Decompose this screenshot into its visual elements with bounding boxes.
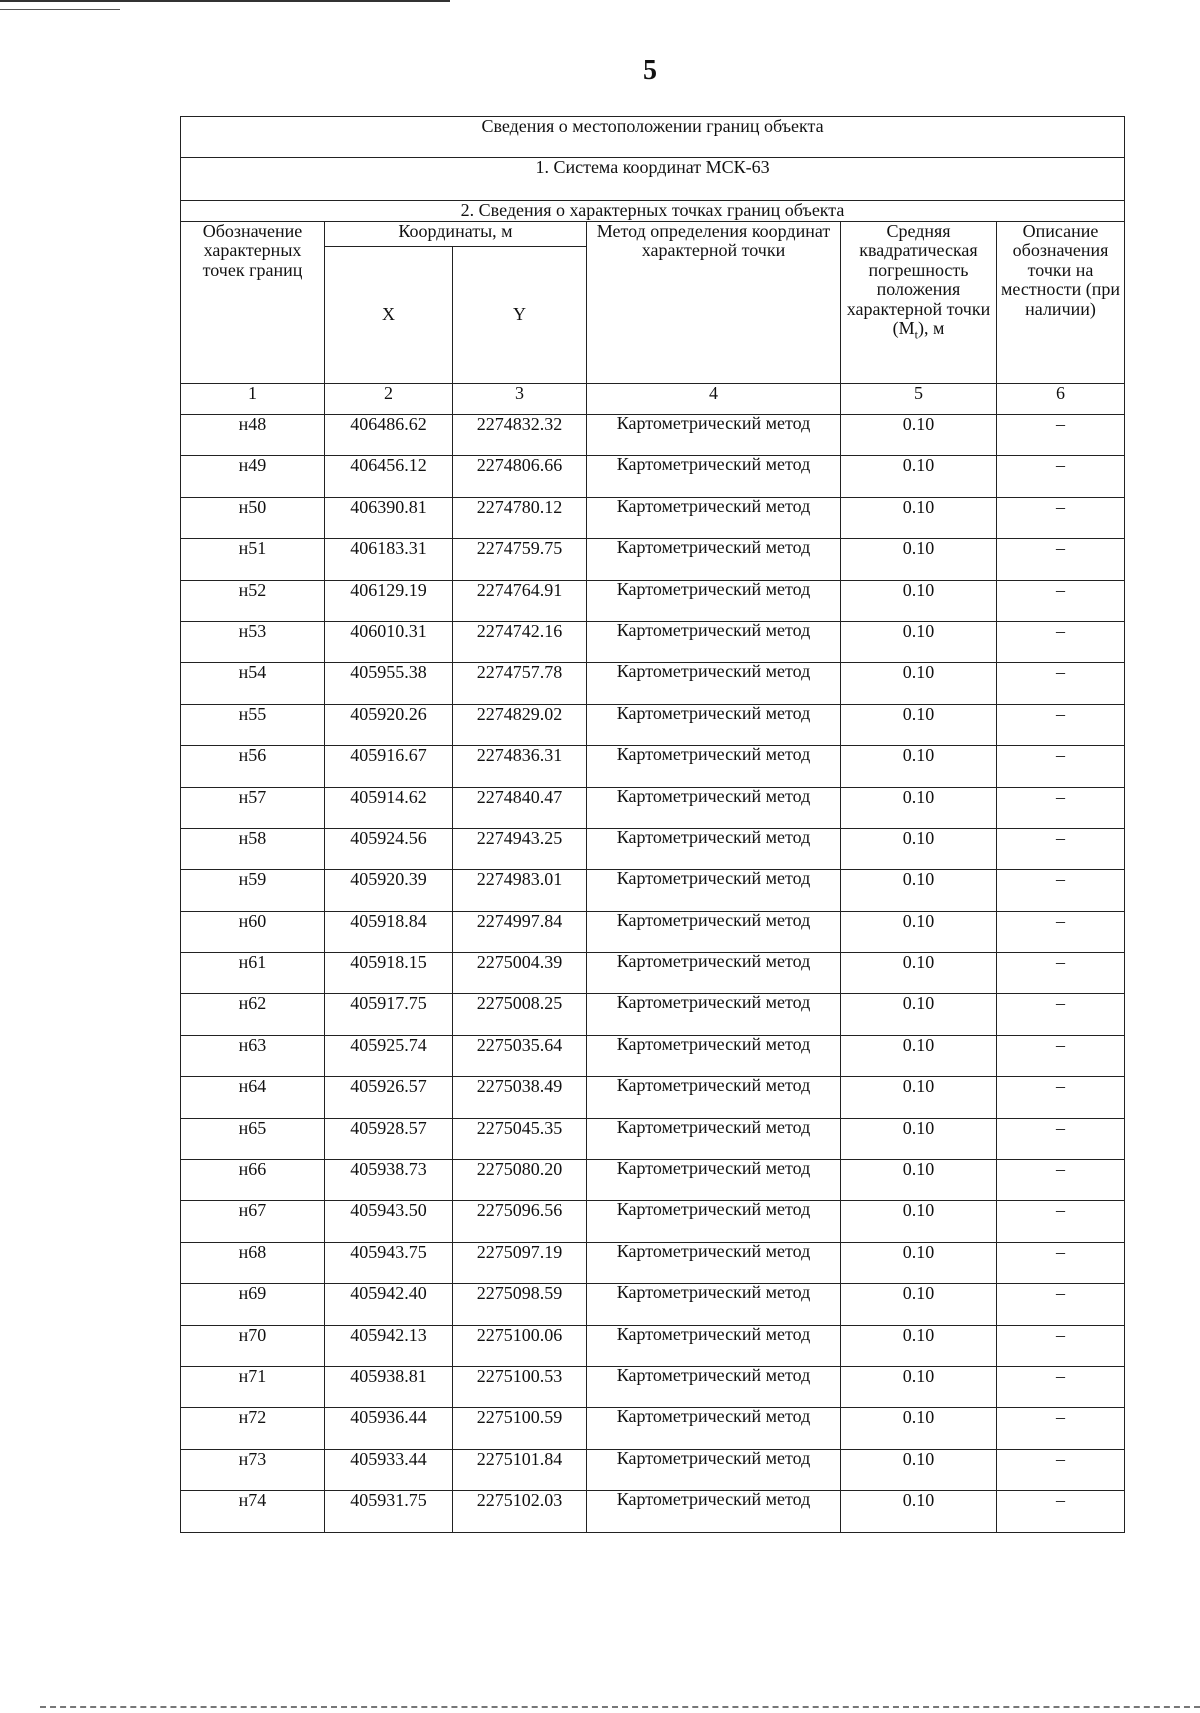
point-id: н66: [181, 1160, 325, 1201]
mean-error: 0.10: [841, 787, 997, 828]
coord-x: 405936.44: [325, 1408, 453, 1449]
column-number: 2: [325, 384, 453, 415]
method: Картометрический метод: [587, 621, 841, 662]
coord-y: 2274759.75: [453, 539, 587, 580]
header-x: X: [325, 247, 453, 384]
coord-y: 2275100.06: [453, 1325, 587, 1366]
table-row: [181, 497, 1125, 538]
method: Картометрический метод: [587, 456, 841, 497]
method: Картометрический метод: [587, 746, 841, 787]
point-description: –: [997, 1077, 1125, 1118]
method: Картометрический метод: [587, 870, 841, 911]
point-id: н51: [181, 539, 325, 580]
mean-error: 0.10: [841, 828, 997, 869]
point-description: –: [997, 828, 1125, 869]
point-id: н74: [181, 1491, 325, 1532]
point-description: –: [997, 1491, 1125, 1532]
mean-error: 0.10: [841, 1118, 997, 1159]
table-row: [181, 1408, 1125, 1449]
coord-y: 2274829.02: [453, 704, 587, 745]
point-description: –: [997, 746, 1125, 787]
coord-x: 406129.19: [325, 580, 453, 621]
column-number: 5: [841, 384, 997, 415]
table-title-row: [181, 117, 1125, 158]
coord-x: 405920.39: [325, 870, 453, 911]
column-number: 6: [997, 384, 1125, 415]
point-id: н63: [181, 1035, 325, 1076]
table-row: [181, 539, 1125, 580]
method: Картометрический метод: [587, 1242, 841, 1283]
table-row: [181, 953, 1125, 994]
point-id: н72: [181, 1408, 325, 1449]
mean-error: 0.10: [841, 953, 997, 994]
point-id: н59: [181, 870, 325, 911]
point-id: н61: [181, 953, 325, 994]
coord-x: 405924.56: [325, 828, 453, 869]
column-number: 3: [453, 384, 587, 415]
table-row: [181, 1201, 1125, 1242]
table-row: [181, 1449, 1125, 1490]
coord-y: 2275004.39: [453, 953, 587, 994]
table-body: [181, 415, 1125, 1533]
point-id: н64: [181, 1077, 325, 1118]
method: Картометрический метод: [587, 415, 841, 456]
point-id: н48: [181, 415, 325, 456]
point-id: н53: [181, 621, 325, 662]
table-row: [181, 1160, 1125, 1201]
coord-x: 405926.57: [325, 1077, 453, 1118]
coord-x: 406010.31: [325, 621, 453, 662]
coord-y: 2274764.91: [453, 580, 587, 621]
point-id: н73: [181, 1449, 325, 1490]
mean-error: 0.10: [841, 1408, 997, 1449]
coord-y: 2274780.12: [453, 497, 587, 538]
coord-y: 2274742.16: [453, 621, 587, 662]
mean-error: 0.10: [841, 911, 997, 952]
point-description: –: [997, 663, 1125, 704]
method: Картометрический метод: [587, 580, 841, 621]
coord-x: 405917.75: [325, 994, 453, 1035]
mean-error: 0.10: [841, 994, 997, 1035]
coord-x: 405955.38: [325, 663, 453, 704]
point-description: –: [997, 1284, 1125, 1325]
table-row: [181, 704, 1125, 745]
point-id: н58: [181, 828, 325, 869]
point-id: н67: [181, 1201, 325, 1242]
coord-y: 2275101.84: [453, 1449, 587, 1490]
method: Картометрический метод: [587, 1449, 841, 1490]
table-row: [181, 994, 1125, 1035]
mean-error: 0.10: [841, 415, 997, 456]
point-id: н54: [181, 663, 325, 704]
coord-x: 405942.13: [325, 1325, 453, 1366]
mean-error: 0.10: [841, 1325, 997, 1366]
mean-error: 0.10: [841, 1201, 997, 1242]
point-description: –: [997, 1242, 1125, 1283]
point-description: –: [997, 621, 1125, 662]
section-subtitle-row: [181, 201, 1125, 222]
coord-y: 2274806.66: [453, 456, 587, 497]
coord-y: 2275038.49: [453, 1077, 587, 1118]
mean-error: 0.10: [841, 1160, 997, 1201]
method: Картометрический метод: [587, 1366, 841, 1407]
point-description: –: [997, 1408, 1125, 1449]
point-id: н65: [181, 1118, 325, 1159]
mean-error: 0.10: [841, 1491, 997, 1532]
coord-y: 2275100.59: [453, 1408, 587, 1449]
table-row: [181, 1077, 1125, 1118]
header-method: Метод определения координат характерной точки: [587, 222, 841, 384]
method: Картометрический метод: [587, 994, 841, 1035]
point-id: н57: [181, 787, 325, 828]
table-row: [181, 746, 1125, 787]
coord-x: 406390.81: [325, 497, 453, 538]
mean-error: 0.10: [841, 1035, 997, 1076]
method: Картометрический метод: [587, 787, 841, 828]
point-description: –: [997, 1449, 1125, 1490]
method: Картометрический метод: [587, 1118, 841, 1159]
table-row: [181, 1035, 1125, 1076]
table-row: [181, 415, 1125, 456]
point-id: н71: [181, 1366, 325, 1407]
coord-y: 2274832.32: [453, 415, 587, 456]
coord-x: 405925.74: [325, 1035, 453, 1076]
table-row: [181, 1366, 1125, 1407]
table-row: [181, 1491, 1125, 1532]
point-description: –: [997, 787, 1125, 828]
point-description: –: [997, 539, 1125, 580]
method: Картометрический метод: [587, 1035, 841, 1076]
point-id: н68: [181, 1242, 325, 1283]
point-id: н49: [181, 456, 325, 497]
point-id: н70: [181, 1325, 325, 1366]
point-id: н62: [181, 994, 325, 1035]
point-description: –: [997, 994, 1125, 1035]
point-description: –: [997, 1035, 1125, 1076]
header-designation: Обозначение характерных точек границ: [181, 222, 325, 384]
coord-y: 2274997.84: [453, 911, 587, 952]
table-row: [181, 1242, 1125, 1283]
mean-error: 0.10: [841, 1449, 997, 1490]
point-description: –: [997, 1325, 1125, 1366]
table-title: Сведения о местоположении границ объекта: [181, 117, 1125, 158]
table-row: [181, 870, 1125, 911]
method: Картометрический метод: [587, 953, 841, 994]
coord-y: 2275045.35: [453, 1118, 587, 1159]
coord-y: 2275098.59: [453, 1284, 587, 1325]
coord-x: 405931.75: [325, 1491, 453, 1532]
coord-x: 405943.50: [325, 1201, 453, 1242]
mean-error: 0.10: [841, 621, 997, 662]
coord-x: 405938.73: [325, 1160, 453, 1201]
coord-y: 2275096.56: [453, 1201, 587, 1242]
header-error: Средняя квадратическая погрешность положения характерной точки $(M_t)$, м: [841, 222, 997, 384]
mean-error: 0.10: [841, 1366, 997, 1407]
coord-y: 2275080.20: [453, 1160, 587, 1201]
method: Картометрический метод: [587, 828, 841, 869]
table-row: [181, 828, 1125, 869]
header-y: Y: [453, 247, 587, 384]
coord-y: 2274836.31: [453, 746, 587, 787]
point-description: –: [997, 415, 1125, 456]
point-description: –: [997, 953, 1125, 994]
coord-x: 405942.40: [325, 1284, 453, 1325]
mean-error: 0.10: [841, 1077, 997, 1118]
mean-error: 0.10: [841, 870, 997, 911]
table-row: [181, 621, 1125, 662]
point-id: н52: [181, 580, 325, 621]
coord-x: 406456.12: [325, 456, 453, 497]
point-description: –: [997, 1160, 1125, 1201]
method: Картометрический метод: [587, 704, 841, 745]
point-description: –: [997, 911, 1125, 952]
mean-error: 0.10: [841, 1284, 997, 1325]
column-number: 1: [181, 384, 325, 415]
table-row: [181, 663, 1125, 704]
method: Картометрический метод: [587, 1284, 841, 1325]
point-description: –: [997, 1366, 1125, 1407]
coord-y: 2275102.03: [453, 1491, 587, 1532]
coord-x: 405938.81: [325, 1366, 453, 1407]
table-row: [181, 1325, 1125, 1366]
mean-error: 0.10: [841, 497, 997, 538]
mean-error: 0.10: [841, 746, 997, 787]
coord-x: 405920.26: [325, 704, 453, 745]
point-id: н60: [181, 911, 325, 952]
coord-y: 2275100.53: [453, 1366, 587, 1407]
point-description: –: [997, 704, 1125, 745]
mean-error: 0.10: [841, 704, 997, 745]
coord-y: 2275035.64: [453, 1035, 587, 1076]
point-description: –: [997, 1201, 1125, 1242]
point-id: н69: [181, 1284, 325, 1325]
method: Картометрический метод: [587, 911, 841, 952]
coordinate-system: 1. Система координат МСК-63: [181, 158, 1125, 201]
table-row: [181, 456, 1125, 497]
mean-error: 0.10: [841, 580, 997, 621]
coord-y: 2274943.25: [453, 828, 587, 869]
coord-x: 405916.67: [325, 746, 453, 787]
method: Картометрический метод: [587, 539, 841, 580]
coord-x: 405933.44: [325, 1449, 453, 1490]
point-description: –: [997, 580, 1125, 621]
coord-y: 2275008.25: [453, 994, 587, 1035]
coord-x: 405943.75: [325, 1242, 453, 1283]
point-id: н55: [181, 704, 325, 745]
coord-x: 405918.84: [325, 911, 453, 952]
table-row: [181, 787, 1125, 828]
scan-edge-line: [0, 0, 450, 2]
column-number-row: [181, 384, 1125, 415]
table-row: [181, 1118, 1125, 1159]
method: Картометрический метод: [587, 1491, 841, 1532]
method: Картометрический метод: [587, 497, 841, 538]
coordinate-system-row: [181, 158, 1125, 201]
page-number-text: 5: [643, 55, 657, 86]
header-row: [181, 222, 1125, 247]
method: Картометрический метод: [587, 1325, 841, 1366]
header-description: Описание обозначения точки на местности (при наличии): [997, 222, 1125, 384]
coord-y: 2274757.78: [453, 663, 587, 704]
header-coordinates: Координаты, м: [325, 222, 587, 247]
point-id: н56: [181, 746, 325, 787]
method: Картометрический метод: [587, 1408, 841, 1449]
mean-error: 0.10: [841, 663, 997, 704]
point-id: н50: [181, 497, 325, 538]
mean-error: 0.10: [841, 539, 997, 580]
coord-x: 405928.57: [325, 1118, 453, 1159]
scan-edge-line: [40, 1706, 1200, 1708]
point-description: –: [997, 1118, 1125, 1159]
boundary-points-table: [180, 116, 1125, 1533]
table-row: [181, 1284, 1125, 1325]
coord-y: 2275097.19: [453, 1242, 587, 1283]
mean-error: 0.10: [841, 456, 997, 497]
coord-x: 405918.15: [325, 953, 453, 994]
table-row: [181, 911, 1125, 952]
coord-x: 405914.62: [325, 787, 453, 828]
coord-y: 2274983.01: [453, 870, 587, 911]
coord-x: 406183.31: [325, 539, 453, 580]
method: Картометрический метод: [587, 1160, 841, 1201]
mean-error: 0.10: [841, 1242, 997, 1283]
point-description: –: [997, 497, 1125, 538]
column-number: 4: [587, 384, 841, 415]
page-number: [0, 55, 1200, 87]
method: Картометрический метод: [587, 663, 841, 704]
method: Картометрический метод: [587, 1077, 841, 1118]
coord-x: 406486.62: [325, 415, 453, 456]
scan-edge-line: [0, 9, 120, 10]
section-subtitle: 2. Сведения о характерных точках границ объекта: [181, 201, 1125, 222]
point-description: –: [997, 870, 1125, 911]
table-row: [181, 580, 1125, 621]
point-description: –: [997, 456, 1125, 497]
method: Картометрический метод: [587, 1201, 841, 1242]
coord-y: 2274840.47: [453, 787, 587, 828]
